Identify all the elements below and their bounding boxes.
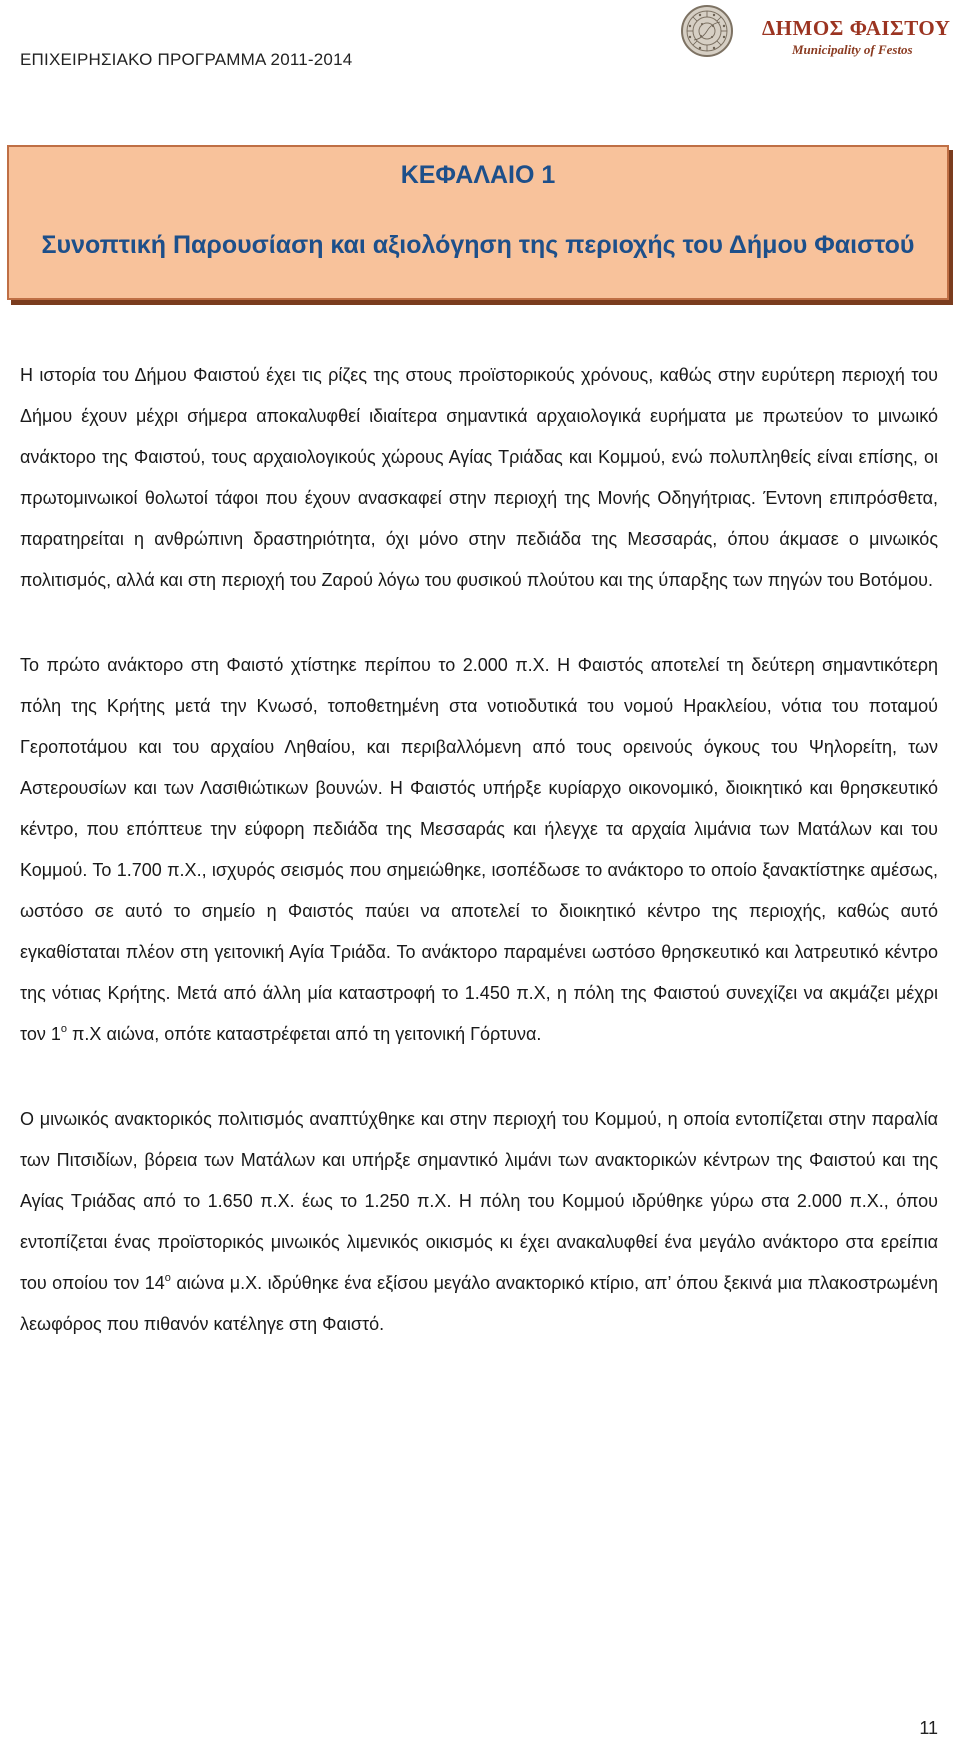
logo-name: ΔΗΜΟΣ ΦΑΙΣΤΟΥ — [762, 16, 951, 40]
ordinal-superscript: ο — [60, 1023, 68, 1035]
ordinal-superscript: ο — [164, 1272, 171, 1284]
paragraph-2-part-b: π.Χ αιώνα, οπότε καταστρέφεται από τη γειτονική Γόρτυνα. — [67, 1024, 542, 1044]
phaistos-disc-seal-icon — [680, 4, 734, 58]
paragraph-2-part-a: Το πρώτο ανάκτορο στη Φαιστό χτίστηκε περίπου το 2.000 π.Χ. Η Φαιστός αποτελεί τη δεύτερη σημαντικότερη πόλη της Κρήτης μετά την Κνωσό, τοποθετημένη στα νοτιοδυτικά του νομού Ηρακλείου, νότια του ποταμού Γεροποτάμου και του αρχαίου Ληθαίου, και περιβαλλόμενη από τους ορεινούς όγκους του Ψηλορείτη, των Αστερουσίων και των Λασιθιώτικων βουνών. Η Φαιστός υπήρξε κυρίαρχο οικονομικό, διοικητικό και θρησκευτικό κέντρο, που επόπτευε την εύφορη πεδιάδα της Μεσσαράς και ήλεγχε τα αρχαία λιμάνια των Ματάλων και του Κομμού. Το 1.700 π.Χ., ισχυρός σεισμός που σημειώθηκε, ισοπέδωσε το ανάκτορο το οποίο ξανακτίστηκε αμέσως, ωστόσο σε αυτό το σημείο η Φαιστός παύει να αποτελεί το διοικητικό κέντρο της περιοχής, καθώς αυτό εγκαθίσταται πλέον στη γειτονική Αγία Τριάδα. Το ανάκτορο παραμένει ωστόσο θρησκευτικό και λατρευτικό κέντρο της νότιας Κρήτης. Μετά από άλλη μία καταστροφή το 1.450 π.Χ, η πόλη της Φαιστού συνεχίζει να ακμάζει μέχρι τον 1 — [20, 655, 938, 1044]
paragraph-3-part-a: Ο μινωικός ανακτορικός πολιτισμός αναπτύχθηκε και στην περιοχή του Κομμού, η οποία εντοπίζεται στην παραλία των Πιτσιδίων, βόρεια των Ματάλων και υπήρξε σημαντικό λιμάνι των ανακτορικών κέντρων της Φαιστού και της Αγίας Τριάδας από το 1.650 π.Χ. έως το 1.250 π.Χ. Η πόλη του Κομμού ιδρύθηκε γύρω στα 2.000 π.Χ., όπου εντοπίζεται ένας προϊστορικός μινωικός λιμενικός οικισμός κι έχει ανακαλυφθεί ένα μεγάλο ανάκτορο στα ερείπια του οποίου τον 14 — [20, 1109, 938, 1293]
logo-subtitle: Municipality of Festos — [792, 42, 913, 57]
chapter-heading-box — [7, 145, 949, 300]
paragraph-1: Η ιστορία του Δήμου Φαιστού έχει τις ρίζες της στους προϊστορικούς χρόνους, καθώς στην ευρύτερη περιοχή του Δήμου έχουν μέχρι σήμερα αποκαλυφθεί ιδιαίτερα σημαντικά αρχαιολογικά ευρήματα με πρωτεύον το μινωικό ανάκτορο της Φαιστού, τους αρχαιολογικούς χώρους Αγίας Τριάδας και Κομμού, ενώ πολυπληθείς είναι επίσης, οι πρωτομινωικοί θολωτοί τάφοι που έχουν ανασκαφεί στην περιοχή της Μονής Οδηγήτριας. Έντονη επιπρόσθετα, παρατηρείται η ανθρώπινη δραστηριότητα, όχι μόνο στην πεδιάδα της Μεσσαράς, όπου άκμασε ο μινωικός πολιτισμός, αλλά και στη περιοχή του Ζαρού λόγω του φυσικού πλούτου και της ύπαρξης των πηγών του Βοτόμου. — [20, 365, 938, 590]
chapter-title: Συνοπτική Παρουσίαση και αξιολόγηση της περιοχής του Δήμου Φαιστού — [41, 231, 915, 259]
paragraph-3 — [20, 1099, 938, 1345]
body-text — [20, 355, 938, 1389]
paragraph-3-part-b: αιώνα μ.Χ. ιδρύθηκε ένα εξίσου μεγάλο ανακτορικό κτίριο, απ’ όπου ξεκινά μια πλακοστρωμένη λεωφόρος που πιθανόν κατέληγε στη Φαιστό. — [20, 1273, 938, 1334]
paragraph-2 — [20, 645, 938, 1055]
chapter-number: ΚΕΦΑΛΑΙΟ 1 — [400, 161, 556, 189]
page-number: 11 — [919, 1718, 938, 1738]
program-title: ΕΠΙΧΕΙΡΗΣΙΑΚΟ ΠΡΟΓΡΑΜΜΑ 2011-2014 — [20, 50, 353, 69]
municipality-logo — [680, 4, 950, 60]
